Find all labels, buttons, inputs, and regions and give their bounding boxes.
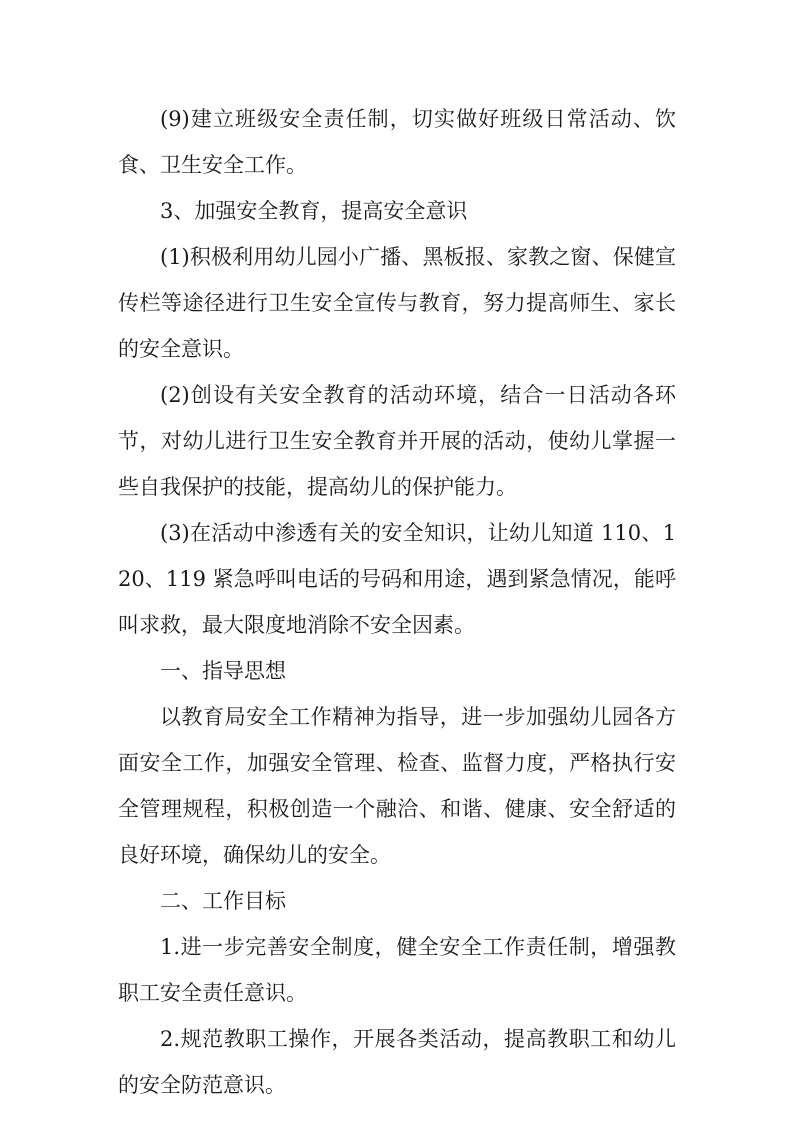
paragraph-safety-environment: (2)创设有关安全教育的活动环境，结合一日活动各环节，对幼儿进行卫生安全教育并开展的活动，使幼儿掌握一些自我保护的技能，提高幼儿的保护能力。: [118, 383, 676, 499]
paragraph-guiding-ideology: 以教育局安全工作精神为指导，进一步加强幼儿园各方面安全工作，加强安全管理、检查、监督力度，严格执行安全管理规程，积极创造一个融洽、和谐、健康、安全舒适的良好环境，确保幼儿的安全。: [118, 705, 676, 867]
paragraph-goal-1: 1.进一步完善安全制度，健全安全工作责任制，增强教职工安全责任意识。: [118, 935, 676, 1005]
paragraph-emergency-numbers: (3)在活动中渗透有关的安全知识，让幼儿知道 110、120、119 紧急呼叫电话的号码和用途，遇到紧急情况，能呼叫求救，最大限度地消除不安全因素。: [118, 521, 676, 637]
paragraph-safety-publicity: (1)积极利用幼儿园小广播、黑板报、家教之窗、保健宣传栏等途径进行卫生安全宣传与教育，努力提高师生、家长的安全意识。: [118, 245, 676, 361]
heading-guiding-ideology: 一、指导思想: [160, 659, 286, 683]
document-body: [118, 96, 676, 1108]
paragraph-class-safety-responsibility: (9)建立班级安全责任制，切实做好班级日常活动、饮食、卫生安全工作。: [118, 107, 676, 177]
heading-work-goals: 二、工作目标: [160, 889, 286, 913]
paragraph-goal-2: 2.规范教职工操作，开展各类活动，提高教职工和幼儿的安全防范意识。: [118, 1027, 676, 1097]
heading-strengthen-safety-education: 3、加强安全教育，提高安全意识: [160, 199, 468, 223]
